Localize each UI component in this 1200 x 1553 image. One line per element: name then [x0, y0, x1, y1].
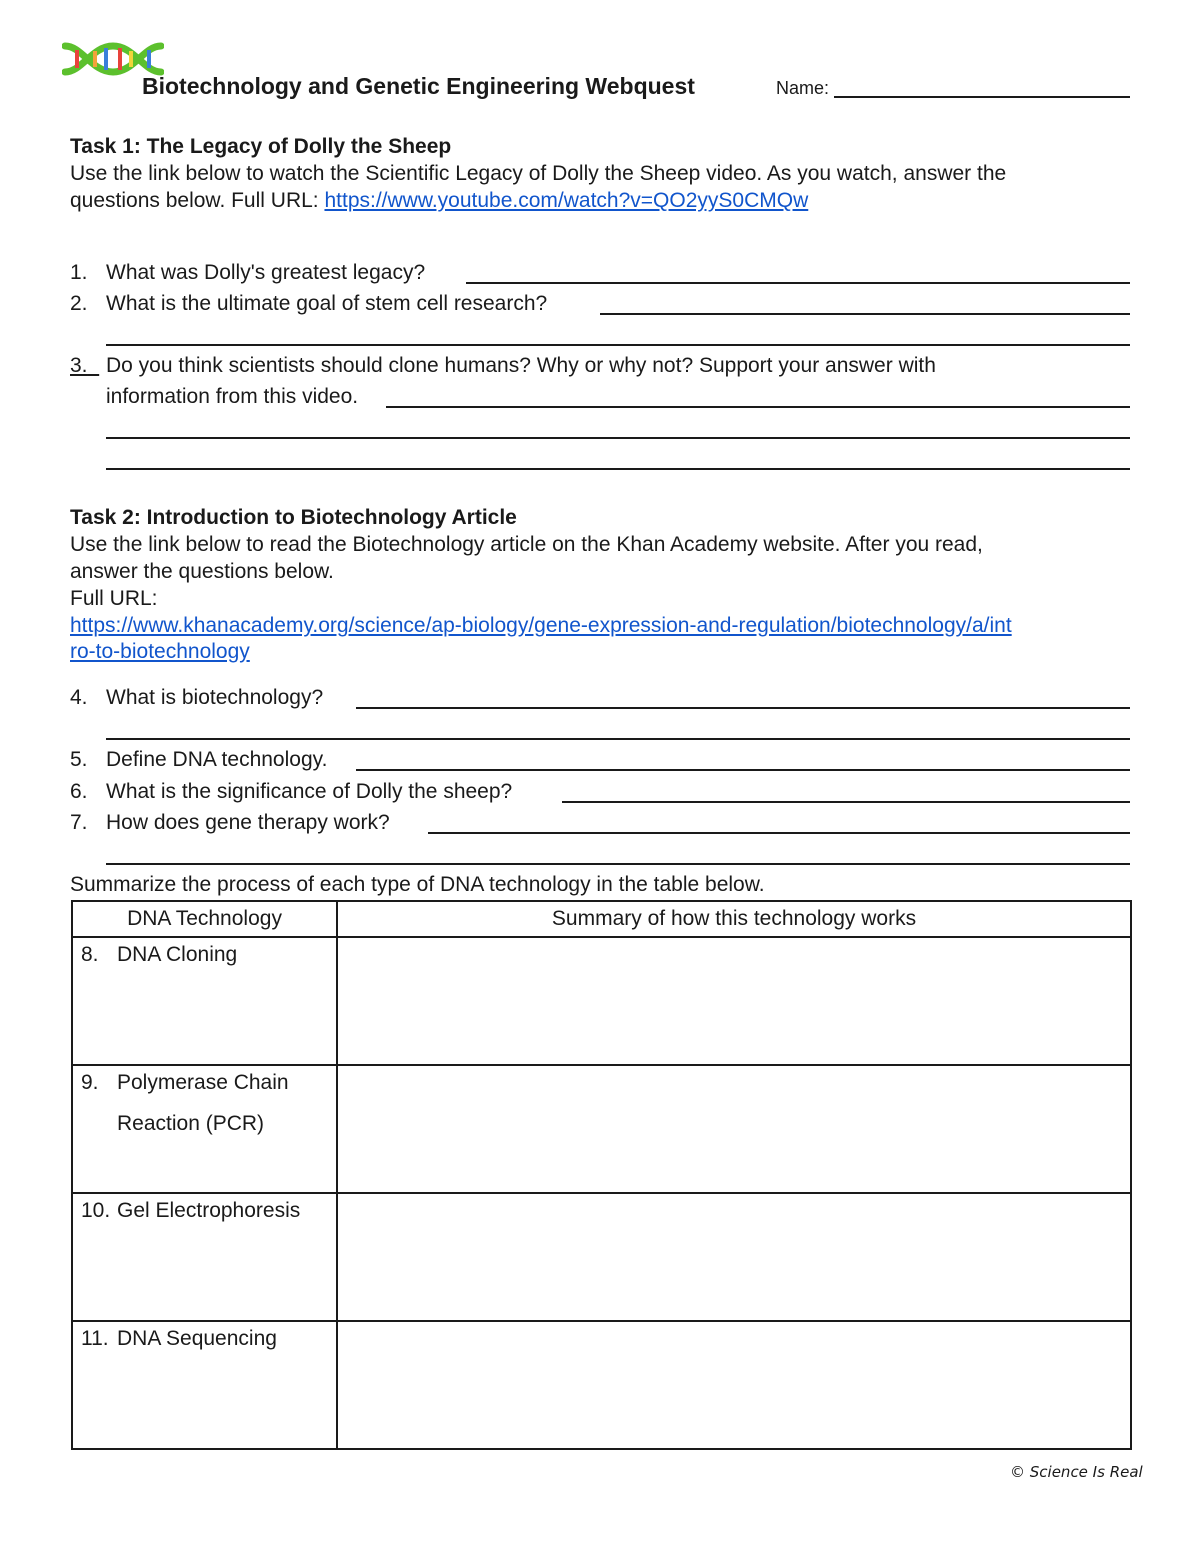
task2-instructions: Use the link below to read the Biotechnology article on the Khan Academy website. After you read,	[70, 533, 983, 556]
question-7: How does gene therapy work?	[106, 811, 390, 834]
table-header: Summary of how this technology works	[337, 901, 1131, 937]
khan-academy-link[interactable]: https://www.khanacademy.org/science/ap-biology/gene-expression-and-regulation/biotechnology/a/int	[70, 614, 1012, 637]
task1-instructions: Use the link below to watch the Scientific Legacy of Dolly the Sheep video. As you watch, answer the	[70, 162, 1007, 185]
question-4: What is biotechnology?	[106, 686, 324, 709]
table-row	[72, 1321, 1131, 1449]
answer-line[interactable]	[600, 313, 1130, 315]
question-number: 6.	[70, 780, 88, 803]
summary-cell[interactable]	[337, 1321, 1131, 1449]
task2-heading: Task 2: Introduction to Biotechnology Article	[70, 506, 517, 529]
page-title: Biotechnology and Genetic Engineering Webquest	[142, 73, 695, 99]
row-label: Gel Electrophoresis	[117, 1199, 301, 1222]
question-number: 4.	[70, 686, 88, 709]
answer-line[interactable]	[106, 468, 1130, 470]
answer-line[interactable]	[106, 738, 1130, 740]
question-1: What was Dolly's greatest legacy?	[106, 261, 426, 284]
task1-instructions-cont: questions below. Full URL: https://www.youtube.com/watch?v=QO2yyS0CMQw	[70, 189, 809, 212]
question-3: Do you think scientists should clone humans? Why or why not? Support your answer with	[106, 354, 936, 377]
dna-technology-table	[71, 900, 1132, 1450]
row-label: Polymerase Chain	[117, 1071, 289, 1094]
answer-line[interactable]	[466, 282, 1130, 284]
question-5: Define DNA technology.	[106, 748, 328, 771]
answer-line[interactable]	[106, 863, 1130, 865]
question-number: 2.	[70, 292, 88, 315]
copyright-footer: © Science Is Real	[1010, 1463, 1143, 1481]
question-number: 3.	[70, 354, 88, 377]
summary-cell[interactable]	[337, 1193, 1131, 1321]
question-3-cont: information from this video.	[106, 385, 359, 408]
row-number: 8.	[81, 943, 99, 966]
youtube-link[interactable]: https://www.youtube.com/watch?v=QO2yyS0CMQw	[324, 189, 809, 212]
question-number: 5.	[70, 748, 88, 771]
name-label: Name:	[776, 78, 830, 98]
summary-cell[interactable]	[337, 937, 1131, 1065]
summary-cell[interactable]	[337, 1065, 1131, 1193]
answer-line[interactable]	[428, 832, 1130, 834]
row-number: 10.	[81, 1199, 111, 1222]
question-6: What is the significance of Dolly the sheep?	[106, 780, 513, 803]
table-intro: Summarize the process of each type of DNA technology in the table below.	[70, 873, 765, 896]
row-number: 11.	[81, 1327, 109, 1350]
table-row	[72, 1065, 1131, 1193]
answer-line[interactable]	[562, 801, 1130, 803]
question-number: 7.	[70, 811, 88, 834]
answer-line[interactable]	[356, 707, 1130, 709]
task1-heading: Task 1: The Legacy of Dolly the Sheep	[70, 135, 452, 158]
question-number: 1.	[70, 261, 88, 284]
task2-instructions-cont: answer the questions below.	[70, 560, 334, 583]
table-row	[72, 937, 1131, 1065]
answer-line[interactable]	[106, 437, 1130, 439]
answer-line[interactable]	[386, 406, 1130, 408]
full-url-label: Full URL:	[70, 587, 158, 610]
table-header: DNA Technology	[72, 901, 337, 937]
row-label: DNA Sequencing	[117, 1327, 277, 1350]
row-label-cont: Reaction (PCR)	[117, 1112, 265, 1135]
row-label: DNA Cloning	[117, 943, 238, 966]
row-number: 9.	[81, 1071, 99, 1094]
question-2: What is the ultimate goal of stem cell research?	[106, 292, 548, 315]
answer-line[interactable]	[106, 344, 1130, 346]
khan-academy-link-cont[interactable]: ro-to-biotechnology	[70, 640, 250, 663]
table-row	[72, 1193, 1131, 1321]
name-field[interactable]	[834, 96, 1130, 98]
answer-line[interactable]	[356, 769, 1130, 771]
